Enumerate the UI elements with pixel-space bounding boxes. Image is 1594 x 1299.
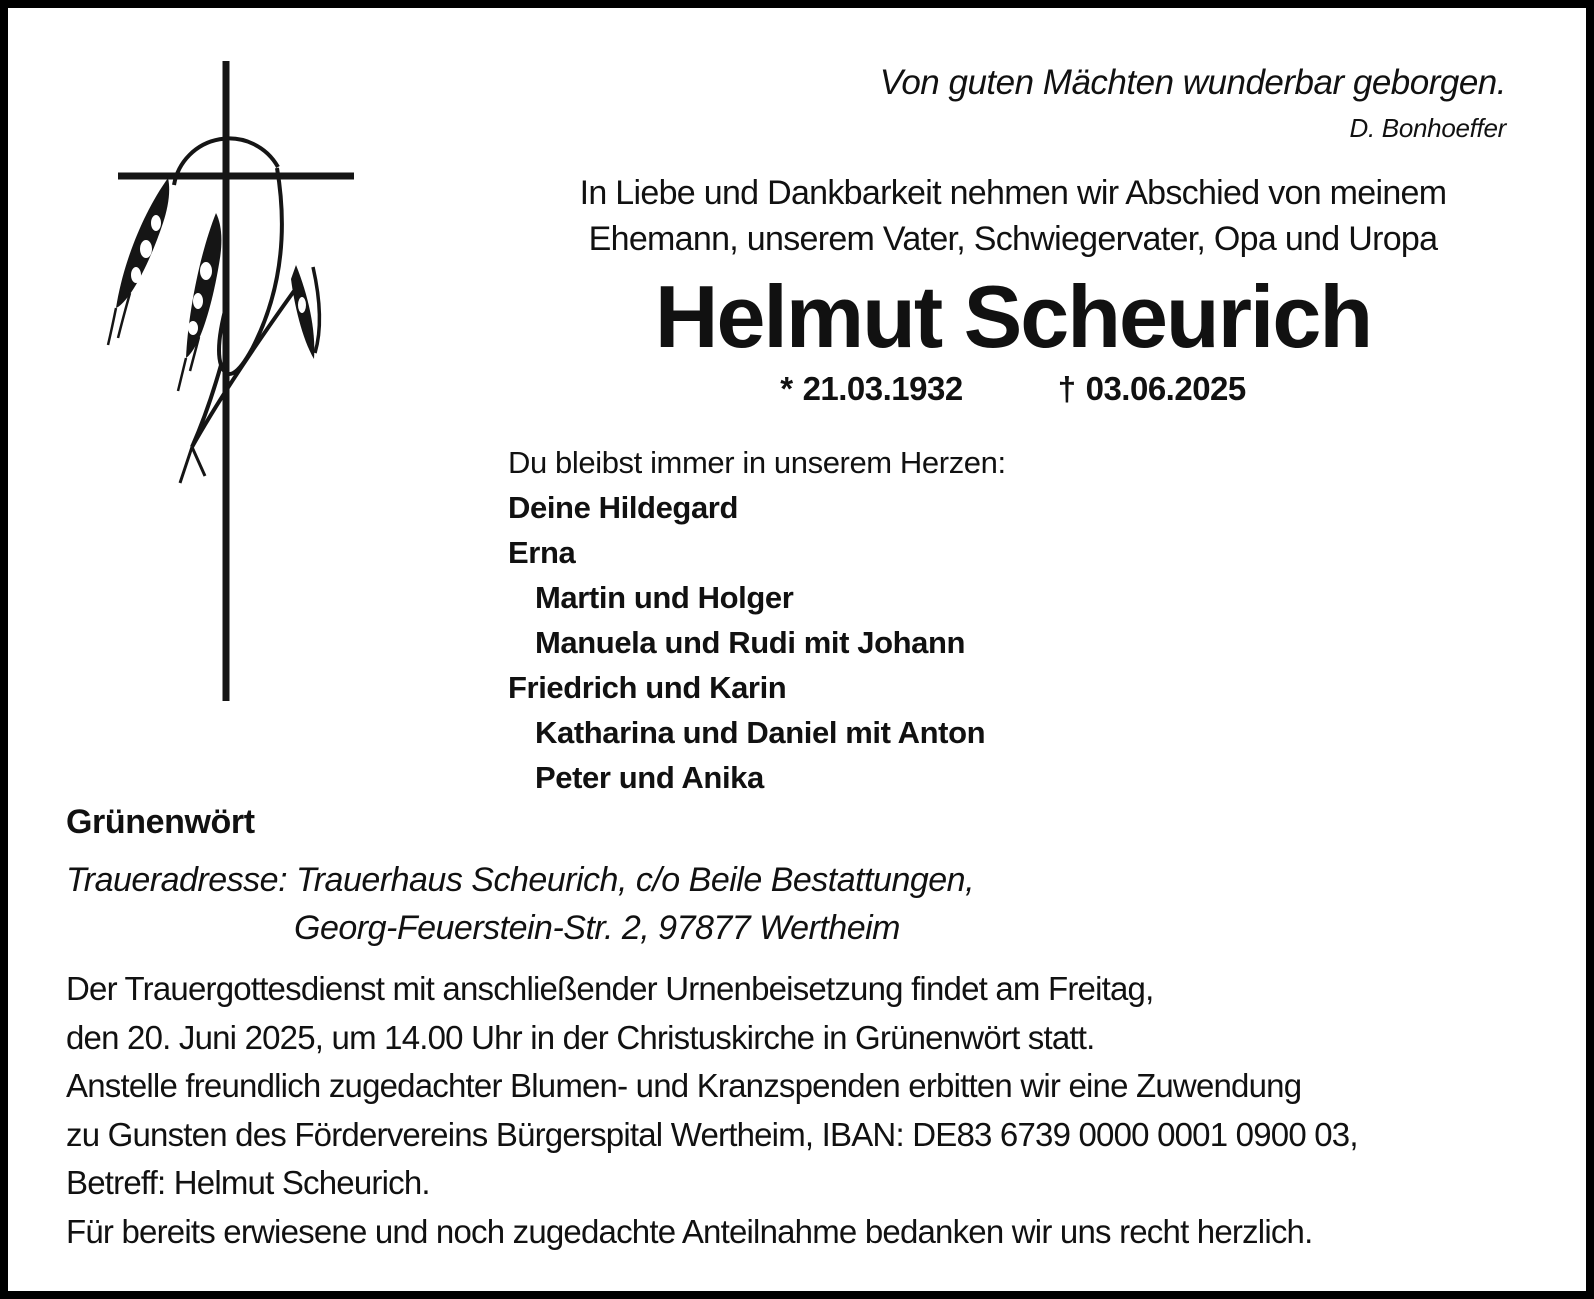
wheat-grain [131,267,141,283]
wheat-grain [188,321,198,335]
wheat-ear-middle [186,213,221,358]
mourner-name: Peter und Anika [535,760,764,795]
birth-date [780,370,963,408]
announcement-line: Anstelle freundlich zugedachter Blumen- und Kranzspenden erbitten wir eine Zuwendung [66,1067,1302,1104]
wheat-grain [193,293,203,309]
intro-line-1: In Liebe und Dankbarkeit nehmen wir Abschied von meinem [579,174,1447,212]
stem-fork [180,447,205,483]
wheat-grain [298,297,306,313]
mourner-name: Deine Hildegard [508,490,738,525]
cross-wheat-illustration [68,53,408,713]
intro-line-2: Ehemann, unserem Vater, Schwiegervater, Opa und Uropa [588,220,1438,258]
quote-block [880,63,1506,144]
mourners-heading: Du bleibst immer in unserem Herzen: [508,445,1006,480]
mourning-address-line-1: Traueradresse: Trauerhaus Scheurich, c/o Beile Bestattungen, [66,861,975,899]
mourner-name: Erna [508,535,576,570]
birth-symbol: * [780,370,793,407]
mourning-address-line-2: Georg-Feuerstein-Str. 2, 97877 Wertheim [294,909,900,947]
announcement-line: Für bereits erwiesene und noch zugedachte Anteilnahme bedanken wir uns recht herzlich. [66,1212,1313,1250]
announcement-block [66,965,1358,1256]
mourners-block [508,440,1006,800]
mourning-address [66,856,974,952]
announcement-line: den 20. Juni 2025, um 14.00 Uhr in der Christuskirche in Grünenwört statt. [66,1018,1095,1056]
mourner-name: Martin und Holger [535,580,794,615]
wheat-grain [200,262,212,280]
mourner-name: Katharina und Daniel mit Anton [535,715,986,750]
center-block [428,170,1594,408]
announcement-line: Betreff: Helmut Scheurich. [66,1164,430,1201]
mourner-name: Friedrich und Karin [508,670,787,705]
death-date [1058,370,1246,408]
wheat-grain [140,240,152,258]
announcement-line: zu Gunsten des Fördervereins Bürgerspital Wertheim, IBAN: DE83 6739 0000 0001 0900 03, [66,1115,1358,1153]
birth-date-value: 21.03.1932 [802,370,963,407]
mourner-name: Manuela und Rudi mit Johann [535,625,966,660]
death-date-value: 03.06.2025 [1085,370,1246,407]
quote-attribution: D. Bonhoeffer [1349,113,1506,143]
quote-text: Von guten Mächten wunderbar geborgen. [879,63,1506,102]
announcement-line: Der Trauergottesdienst mit anschließender Urnenbeisetzung findet am Freitag, [66,970,1154,1007]
location: Grünenwört [66,803,255,841]
wheat-grain [151,215,161,231]
life-dates [428,370,1594,408]
death-symbol: † [1057,370,1076,407]
deceased-name: Helmut Scheurich [654,267,1372,366]
